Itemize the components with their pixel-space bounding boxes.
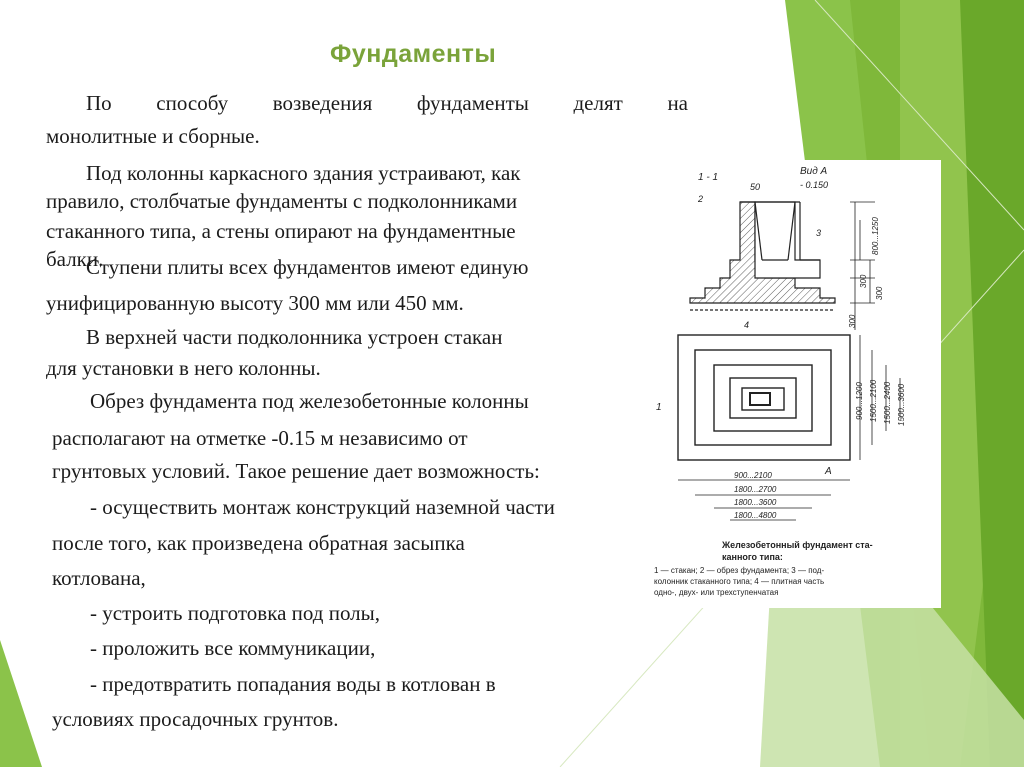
text-line: грунтовых условий. Такое решение дает возможность: bbox=[52, 459, 540, 483]
dimension-label: 1500...2100 bbox=[869, 379, 878, 422]
dimension-label: 1500...3600 bbox=[897, 383, 906, 426]
text-line: после того, как произведена обратная засыпка bbox=[52, 531, 465, 555]
callout-label: 3 bbox=[816, 228, 822, 238]
figure-caption-title: Железобетонный фундамент ста- bbox=[722, 540, 873, 550]
text-line: монолитные и сборные. bbox=[46, 124, 260, 148]
section-mark-label: 1 bbox=[656, 402, 662, 413]
foundation-drawing-figure bbox=[650, 160, 941, 608]
dimension-label: 300 bbox=[875, 286, 884, 300]
callout-label: 2 bbox=[698, 194, 704, 204]
text-line: - проложить все коммуникации, bbox=[90, 636, 376, 660]
text-line: Под колонны каркасного здания устраивают, как bbox=[86, 161, 521, 185]
text-line: балки. bbox=[46, 247, 104, 271]
text-line: Обрез фундамента под железобетонные колонны bbox=[90, 389, 529, 413]
text-line: для установки в него колонны. bbox=[46, 356, 321, 380]
text-line: располагают на отметке -0.15 м независимо от bbox=[52, 426, 468, 450]
plan-dimension-lines bbox=[678, 335, 900, 520]
callout-label: 4 bbox=[744, 320, 750, 330]
level-label: - 0.150 bbox=[800, 180, 829, 190]
dimension-label: 1800...4800 bbox=[734, 511, 777, 520]
dimension-label: 1500...2400 bbox=[883, 381, 892, 424]
view-mark-label: A bbox=[825, 466, 832, 477]
dimension-label: 900...2100 bbox=[734, 471, 772, 480]
figure-caption-title: канного типа: bbox=[722, 552, 783, 562]
text-line: По способу возведения фундаменты делят на bbox=[86, 91, 688, 115]
text-line: Ступени плиты всех фундаментов имеют единую bbox=[86, 255, 529, 279]
section-label: 1 - 1 bbox=[698, 172, 719, 183]
dimension-label: 300 bbox=[859, 274, 868, 288]
slide-title: Фундаменты bbox=[330, 40, 497, 68]
text-line: - предотвратить попадания воды в котлован в bbox=[90, 672, 496, 696]
plan-view bbox=[678, 335, 850, 460]
dimension-label: 800...1250 bbox=[871, 217, 880, 255]
view-label: Вид А bbox=[800, 166, 828, 177]
text-line: условиях просадочных грунтов. bbox=[52, 707, 339, 731]
text-line: В верхней части подколонника устроен стакан bbox=[86, 325, 503, 349]
green-corner-left bbox=[0, 640, 42, 767]
text-line: - устроить подготовка под полы, bbox=[90, 601, 381, 625]
text-line: унифицированную высоту 300 мм или 450 мм. bbox=[46, 291, 464, 315]
figure-caption-line: одно-, двух- или трехступенчатая bbox=[654, 588, 779, 597]
figure-caption-line: 1 — стакан; 2 — обрез фундамента; 3 — под- bbox=[654, 566, 825, 575]
dimension-label: 900...1200 bbox=[855, 382, 864, 420]
figure-caption-line: колонник стаканного типа; 4 — плитная часть bbox=[654, 577, 825, 586]
text-line: котлована, bbox=[52, 566, 146, 590]
dimension-label: 50 bbox=[750, 182, 761, 192]
dimension-label: 1800...2700 bbox=[734, 485, 777, 494]
text-line: правило, столбчатые фундаменты с подколонниками bbox=[46, 189, 518, 213]
dimension-label: 300 bbox=[848, 314, 857, 328]
dimension-label: 1800...3600 bbox=[734, 498, 777, 507]
text-line: стаканного типа, а стены опирают на фундаментные bbox=[46, 219, 516, 243]
section-view bbox=[690, 202, 835, 310]
text-line: - осуществить монтаж конструкций наземной части bbox=[90, 495, 555, 519]
